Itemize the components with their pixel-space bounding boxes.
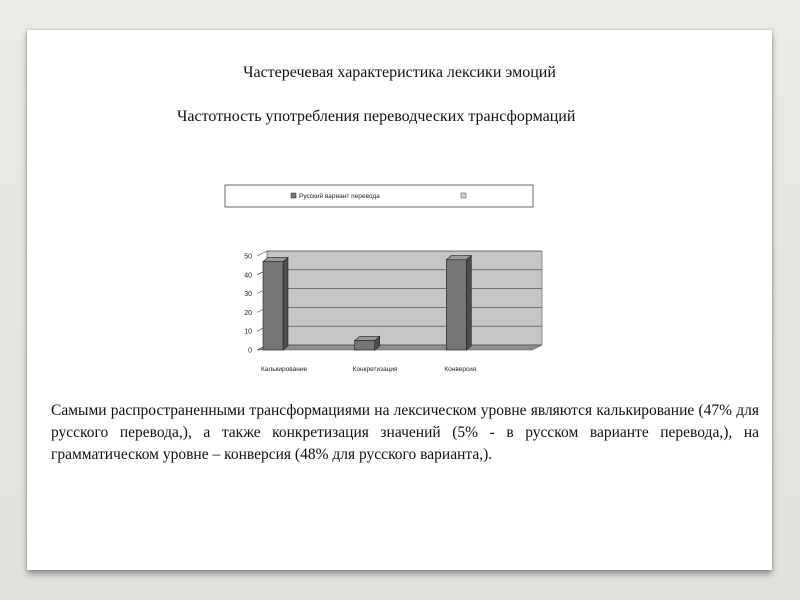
summary-paragraph: Самыми распространенными трансформациями на лексическом уровне являются калькирование (47% для русского перевода,), а также конкретизация значений (5% - в русском варианте перевода,), на грамматическом уровне – конверсия (48% для русского варианта,). [51,402,759,463]
y-tick-label: 30 [244,291,252,299]
legend-swatch-empty [461,193,466,198]
x-tick-label: Конверсия [444,366,477,373]
y-tick-label: 10 [244,328,252,336]
y-axis-ticks [244,254,252,355]
y-tick-label: 50 [244,253,252,261]
x-axis-labels [261,366,477,373]
chart-back-wall [267,251,542,345]
y-tick-label: 20 [244,309,252,317]
bar-side [466,256,471,350]
legend-label-series: Русский вариант перевода [299,193,380,200]
slide-title: Частеречевая характеристика лексики эмоций [243,64,556,81]
bar-front [446,260,466,350]
chart-subtitle: Частотность употребления переводческих трансформаций [177,108,576,125]
bar-front [263,262,283,350]
chart-svg [219,185,549,373]
y-tick-label: 40 [244,272,252,280]
slide [27,30,772,570]
bar-side [283,257,288,350]
bar-chart [219,185,549,373]
bar [446,256,471,350]
chart-floor [257,345,542,350]
bar [263,257,288,350]
legend-swatch-series [291,193,296,198]
y-tick-label: 0 [248,347,252,355]
x-tick-label: Конкретизация [352,366,398,373]
x-tick-label: Калькирование [261,366,308,373]
bar-front [355,341,375,350]
bar [355,336,380,350]
